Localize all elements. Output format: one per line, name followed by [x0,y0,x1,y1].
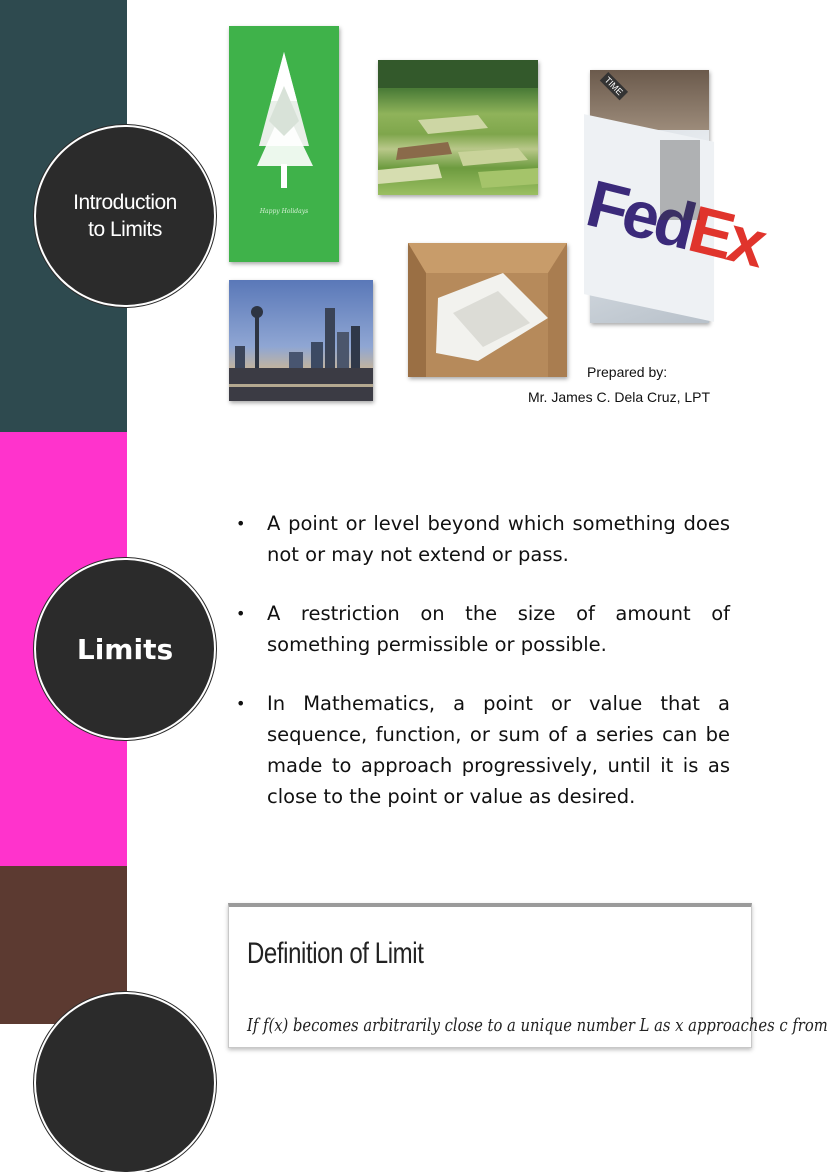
packing-box-image [408,243,567,377]
definition-card-text: If f(x) becomes arbitrarily close to a unique number L as x approaches c from [247,1015,828,1036]
definition-card [228,903,828,1048]
bullet-item: • A point or level beyond which something does not or may not extend or pass. [236,508,730,570]
truck-label: TIME [600,72,628,100]
paper-tree-icon [229,26,339,262]
definition-bullet-list [236,508,730,840]
limits-title: Limits [76,632,174,666]
card-caption: Happy Holidays [259,208,309,215]
holiday-card-image [229,26,339,262]
bullet-dot-icon: • [236,604,246,623]
bullet-item: • In Mathematics, a point or value that a sequence, function, or sum of a series can be made to approach progressively, until it is as close to the point or value as desired. [236,688,730,812]
slide3-title-circle [36,994,214,1172]
city-skyline-image [229,280,373,401]
bullet-dot-icon: • [236,514,246,533]
fedex-logo-ex: Ex [681,191,771,281]
bullet-item: • A restriction on the size of amount of something permissible or possible. [236,598,730,660]
title-line-1: Introduction [73,191,177,214]
fedex-logo-fed: Fed [579,165,700,263]
rice-field-image [378,60,538,195]
title-line-2: to Limits [88,218,162,241]
fedex-truck-image [579,70,771,323]
slide-definition [0,866,828,1036]
author-name: Mr. James C. Dela Cruz, LPT [528,389,711,405]
definition-card-title: Definition of Limit [247,937,424,970]
title-circle [36,127,214,305]
limits-title-circle [36,560,214,738]
prepared-by-label: Prepared by: [587,364,668,380]
bullet-dot-icon: • [236,694,246,713]
slide-introduction [0,0,771,432]
